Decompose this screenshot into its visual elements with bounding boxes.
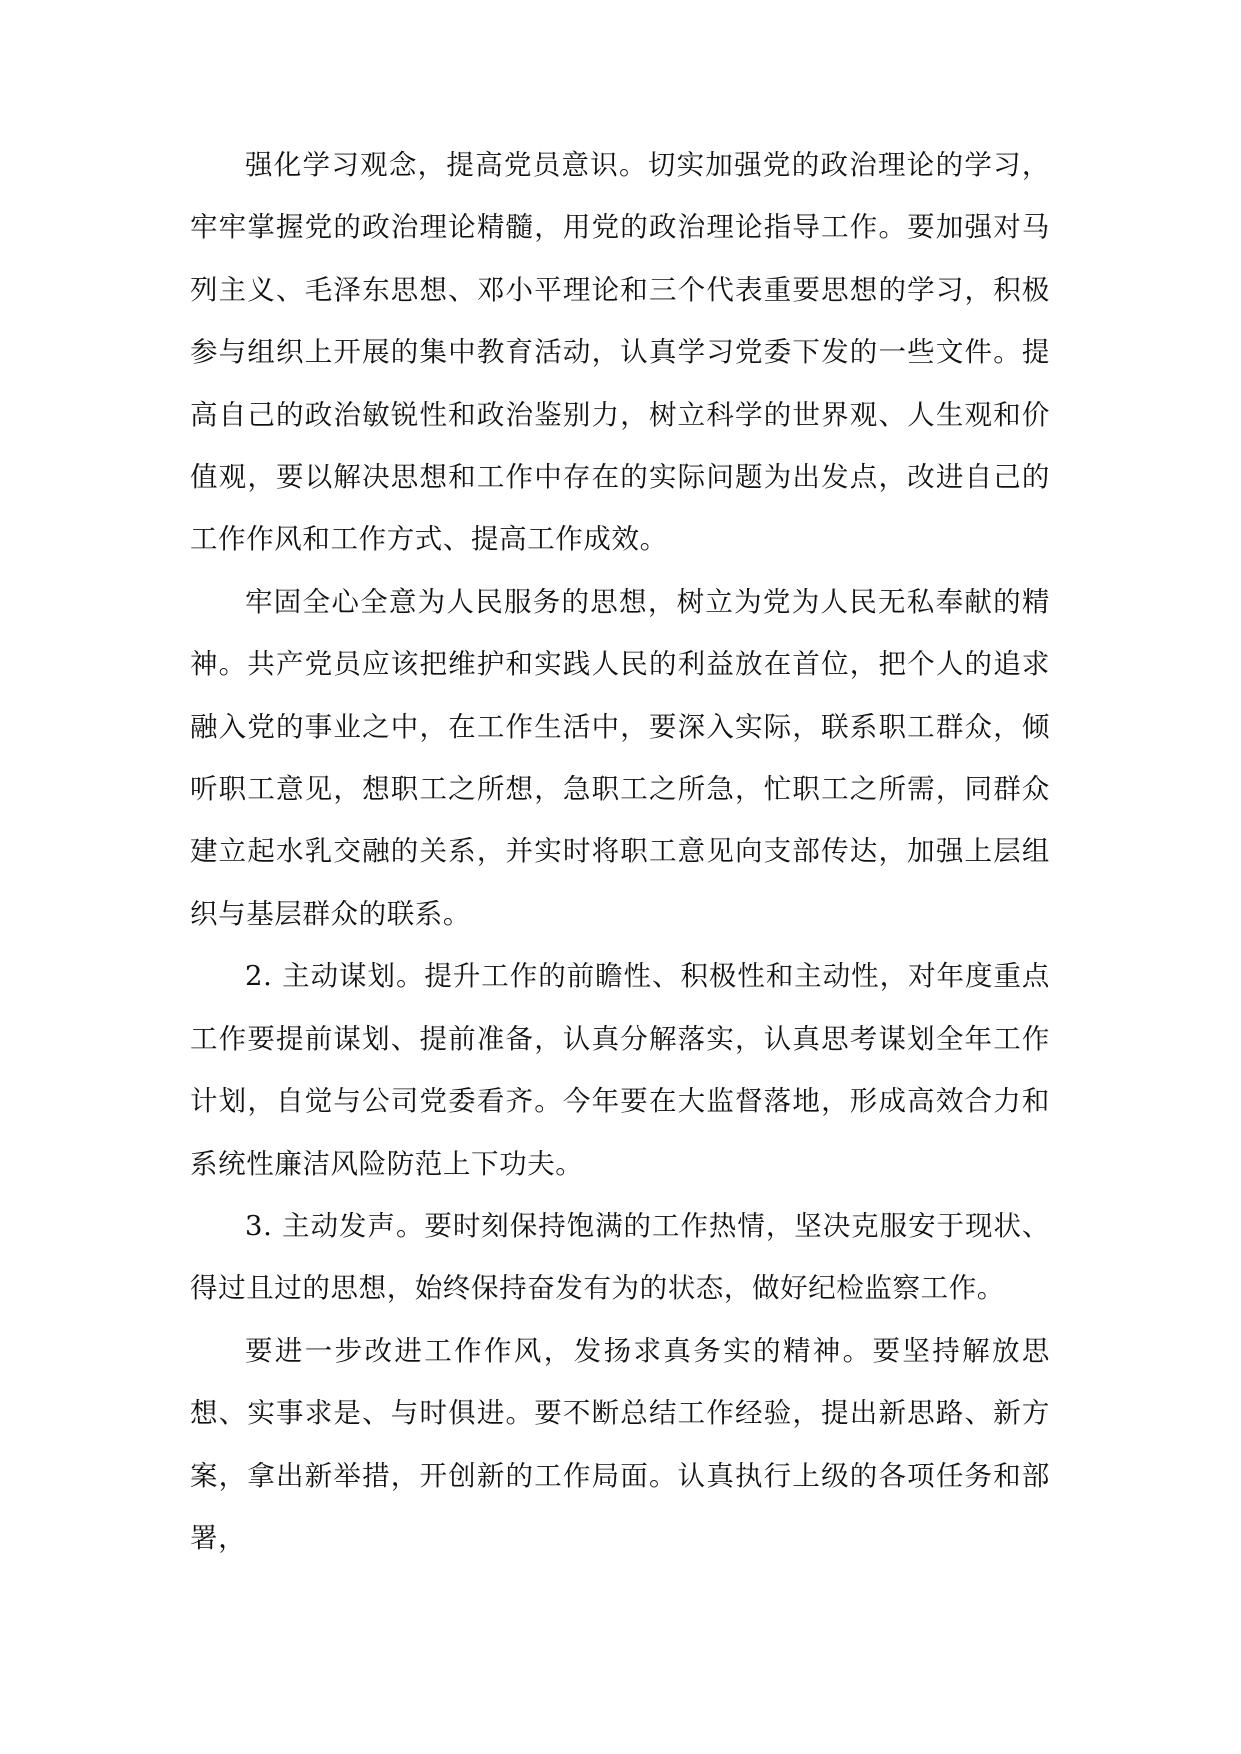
document-body bbox=[190, 134, 1050, 1569]
paragraph-active-voice: 3. 主动发声。要时刻保持饱满的工作热情，坚决克服安于现状、得过且过的思想，始终保持奋发有为的状态，做好纪检监察工作。 bbox=[190, 1209, 1050, 1305]
paragraph-active-planning: 2. 主动谋划。提升工作的前瞻性、积极性和主动性，对年度重点工作要提前谋划、提前准备，认真分解落实，认真思考谋划全年工作计划，自觉与公司党委看齐。今年要在大监督落地，形成高效合力和系统性廉洁风险防范上下功夫。 bbox=[190, 960, 1050, 1180]
paragraph-serve-people: 牢固全心全意为人民服务的思想，树立为党为人民无私奉献的精神。共产党员应该把维护和实践人民的利益放在首位，把个人的追求融入党的事业之中，在工作生活中，要深入实际，联系职工群众，倾听职工意见，想职工之所想，急职工之所急，忙职工之所需，同群众建立起水乳交融的关系，并实时将职工意见向支部传达，加强上层组织与基层群众的联系。 bbox=[190, 585, 1050, 930]
paragraph-study-awareness: 强化学习观念，提高党员意识。切实加强党的政治理论的学习，牢牢掌握党的政治理论精髓，用党的政治理论指导工作。要加强对马列主义、毛泽东思想、邓小平理论和三个代表重要思想的学习，积极参与组织上开展的集中教育活动，认真学习党委下发的一些文件。提高自己的政治敏锐性和政治鉴别力，树立科学的世界观、人生观和价值观，要以解决思想和工作中存在的实际问题为出发点，改进自己的工作作风和工作方式、提高工作成效。 bbox=[190, 149, 1050, 556]
paragraph-work-style: 要进一步改进工作作风，发扬求真务实的精神。要坚持解放思想、实事求是、与时俱进。要不断总结工作经验，提出新思路、新方案，拿出新举措，开创新的工作局面。认真执行上级的各项任务和部署， bbox=[190, 1334, 1050, 1554]
